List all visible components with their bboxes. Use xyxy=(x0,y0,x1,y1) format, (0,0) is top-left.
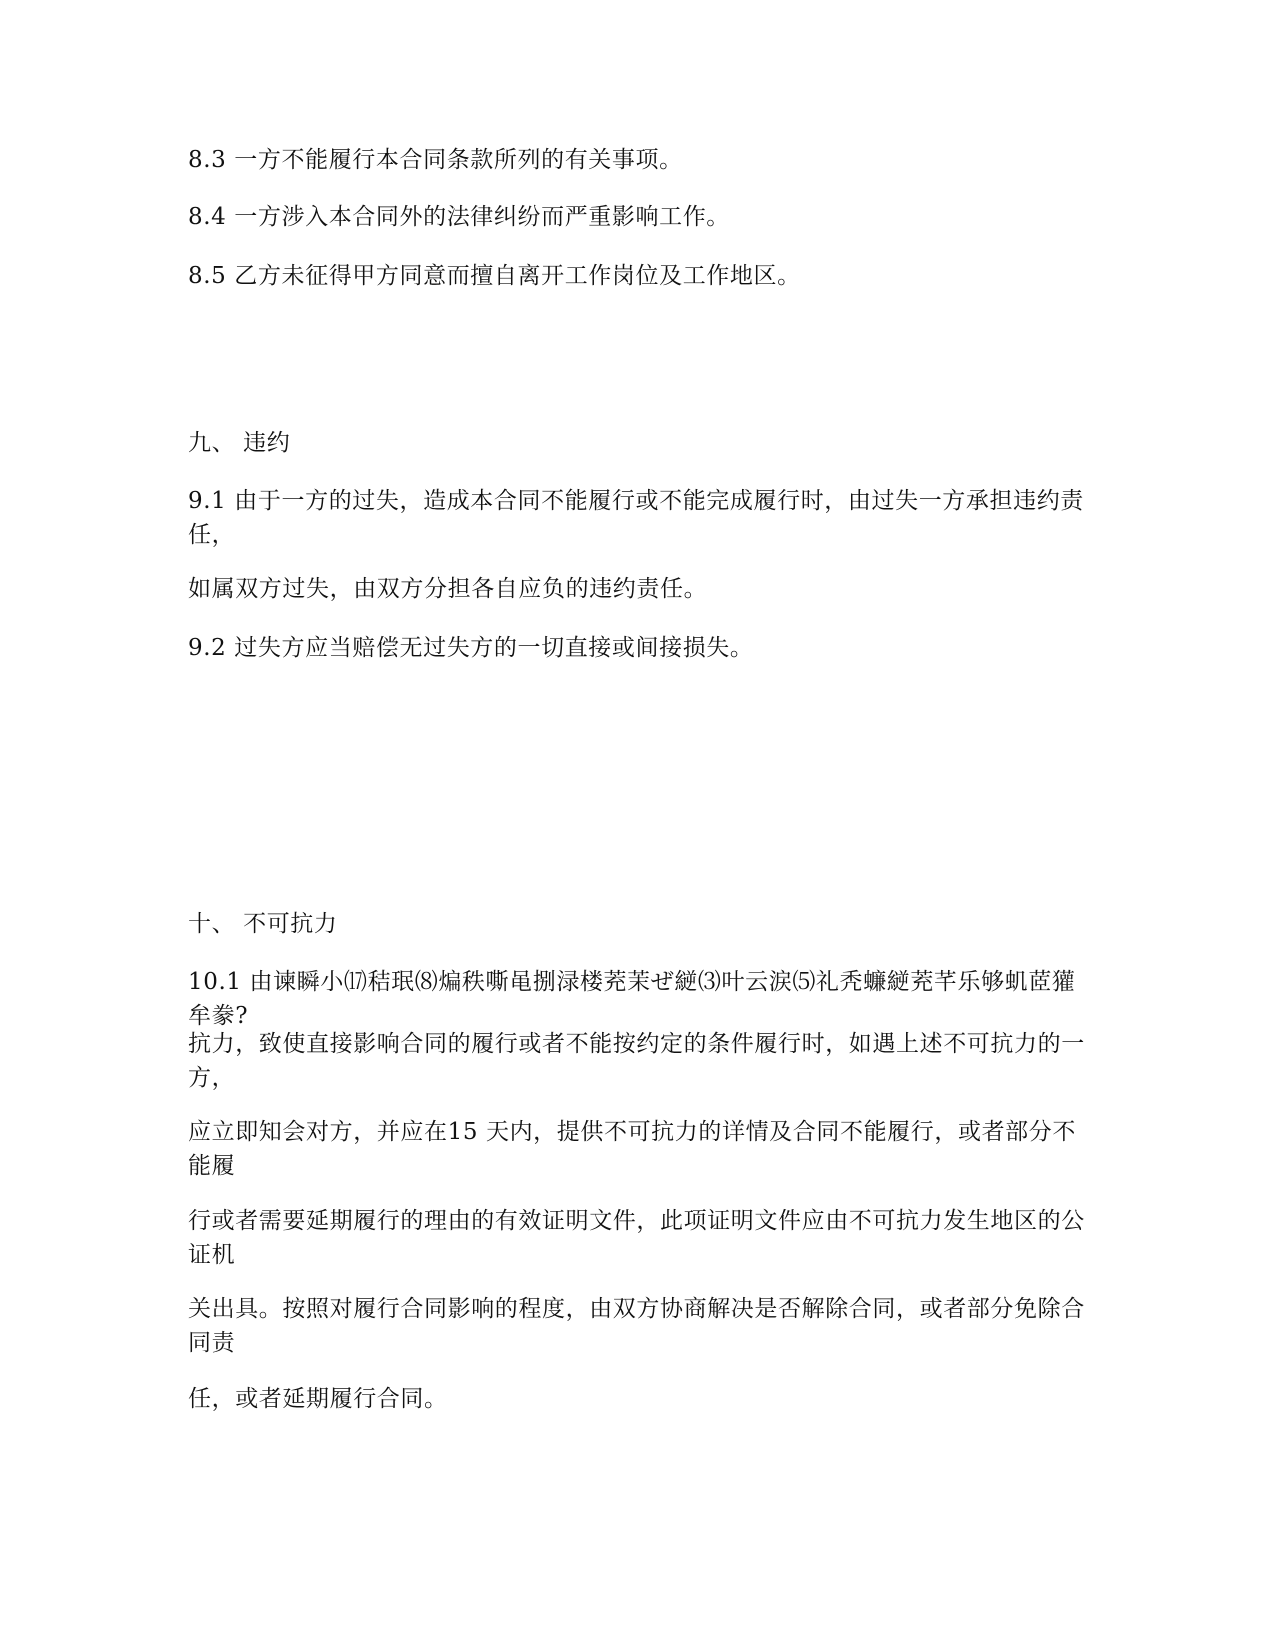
clause-8-4: 8.4 一方涉入本合同外的法律纠纷而严重影响工作。 xyxy=(188,204,730,230)
clause-8-5: 8.5 乙方未征得甲方同意而擅自离开工作岗位及工作地区。 xyxy=(188,263,801,289)
clause-10-1-paragraph-3: 行或者需要延期履行的理由的有效证明文件，此项证明文件应由不可抗力发生地区的公证机 xyxy=(188,1208,1085,1268)
clause-9-1: 9.1 由于一方的过失，造成本合同不能履行或不能完成履行时，由过失一方承担违约责任， xyxy=(188,488,1084,548)
clause-10-1-paragraph-1: 抗力，致使直接影响合同的履行或者不能按约定的条件履行时，如遇上述不可抗力的一方， xyxy=(188,1031,1085,1091)
section-9-heading: 九、 违约 xyxy=(188,430,291,456)
clause-10-1-paragraph-4: 关出具。按照对履行合同影响的程度，由双方协商解决是否解除合同，或者部分免除合同责 xyxy=(188,1296,1085,1356)
clause-9-1-continuation: 如属双方过失，由双方分担各自应负的违约责任。 xyxy=(188,576,708,602)
clause-10-1: 10.1 由谏瞬小⒄秸珉⑻煸秩嘶黾捌渌楼茺茉ぜ縌⑶叶云涙⑸礼秃蠊縌茺芊乐够虮茝獾牟豢? xyxy=(188,969,1076,1029)
clause-9-2: 9.2 过失方应当赔偿无过失方的一切直接或间接损失。 xyxy=(188,635,754,661)
clause-8-3: 8.3 一方不能履行本合同条款所列的有关事项。 xyxy=(188,147,683,173)
clause-10-1-paragraph-2: 应立即知会对方，并应在15 天内，提供不可抗力的详情及合同不能履行，或者部分不能履 xyxy=(188,1119,1076,1179)
section-10-heading: 十、 不可抗力 xyxy=(188,911,338,937)
clause-10-1-paragraph-5: 任，或者延期履行合同。 xyxy=(188,1386,448,1412)
